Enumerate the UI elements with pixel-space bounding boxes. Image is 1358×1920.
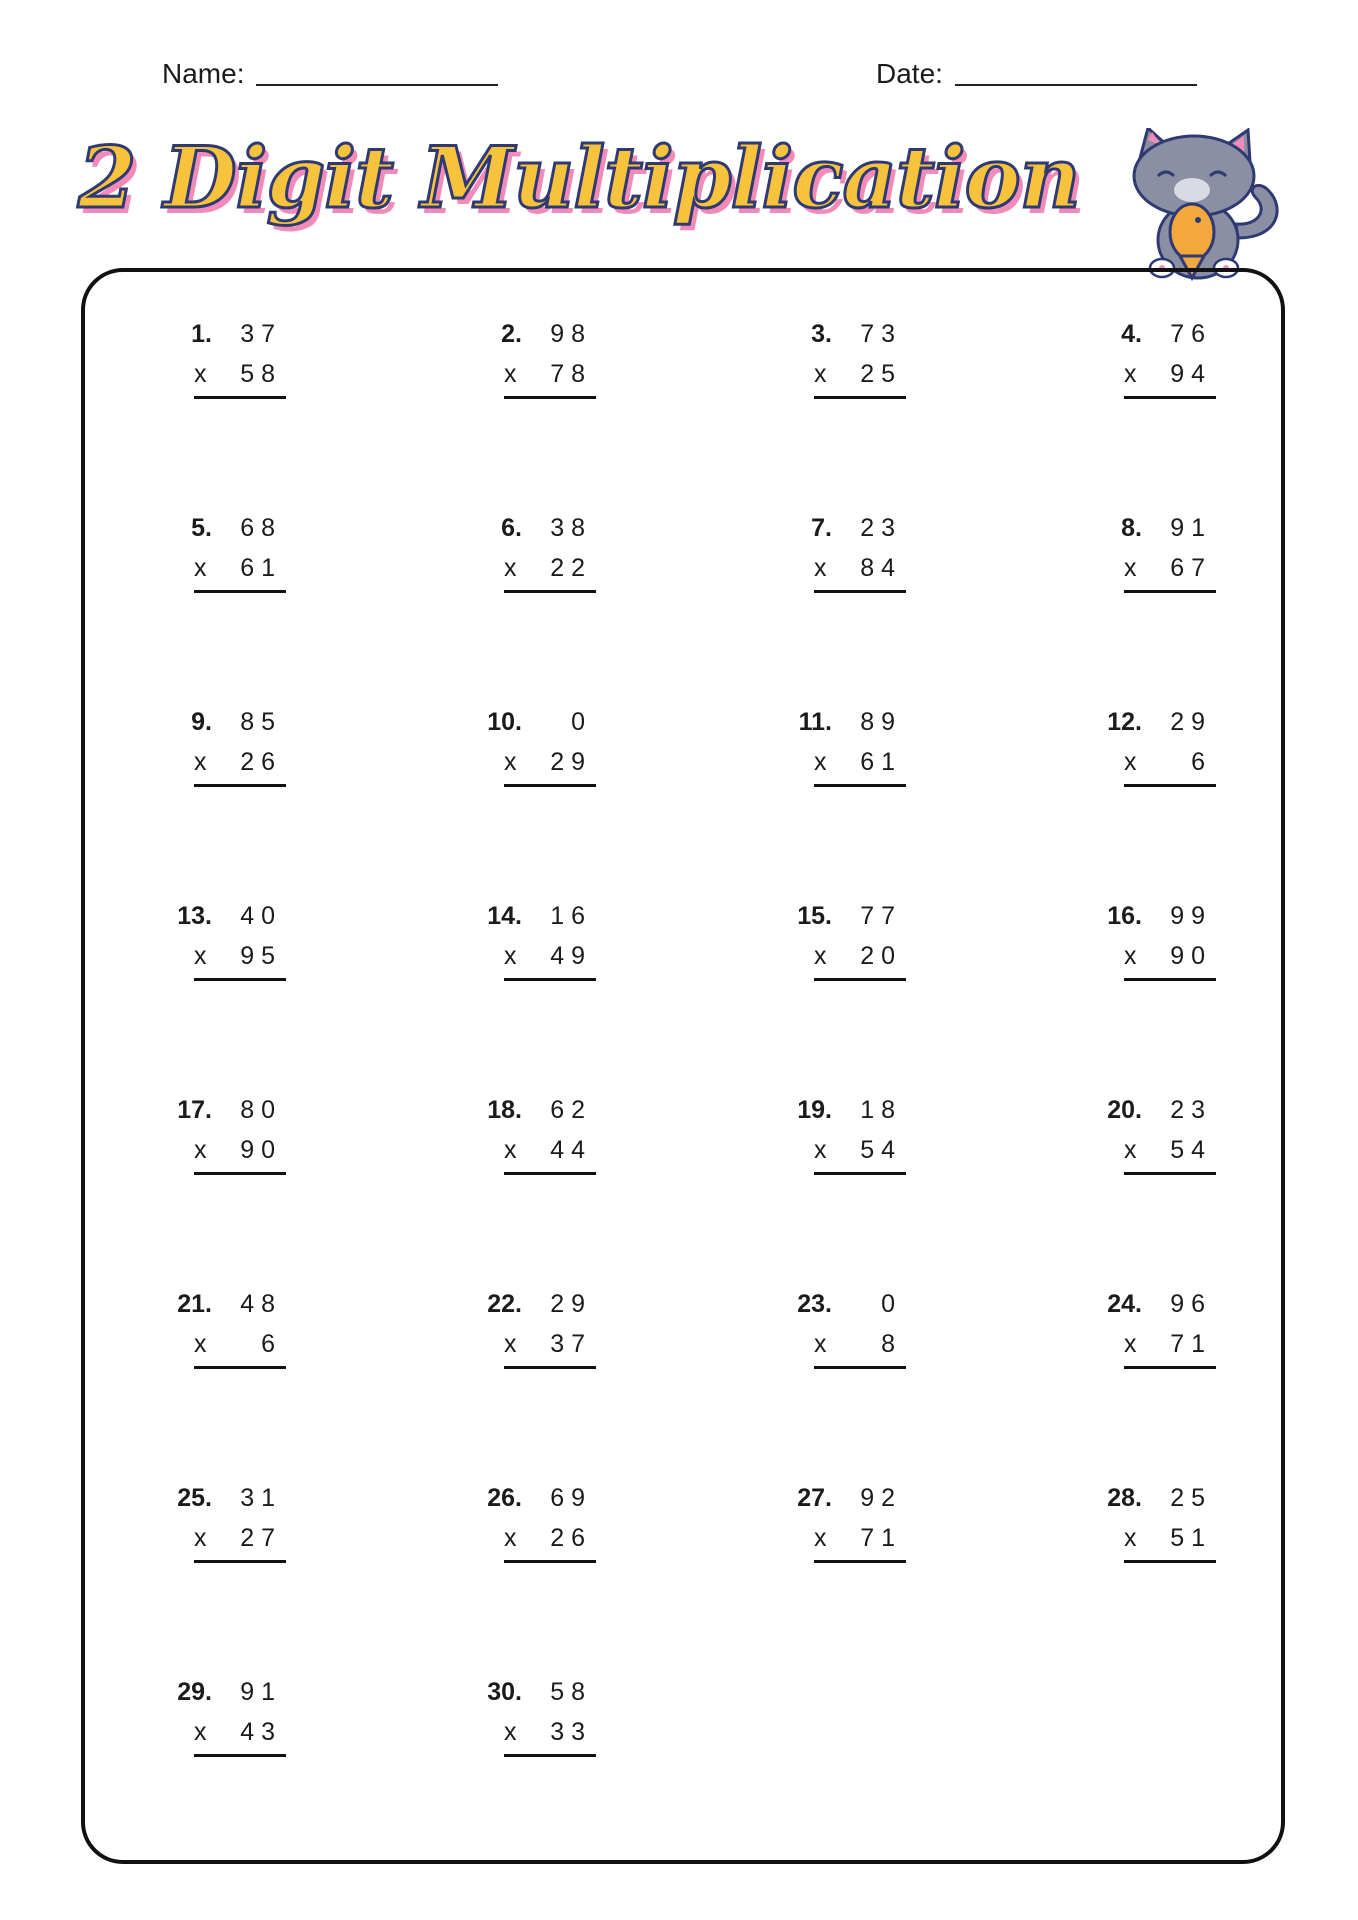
multiply-operator: x	[814, 942, 827, 970]
first-factor: 23	[1170, 1096, 1212, 1124]
answer-line	[814, 590, 906, 593]
problem-number: 30.	[487, 1678, 522, 1706]
problems-frame	[81, 268, 1285, 1864]
answer-line	[504, 590, 596, 593]
answer-line	[194, 784, 286, 787]
problem-28	[982, 1484, 1212, 1594]
multiply-operator: x	[504, 942, 517, 970]
first-factor: 0	[571, 708, 592, 736]
multiply-operator: x	[504, 554, 517, 582]
problem-4	[982, 320, 1212, 430]
second-factor: 90	[1170, 942, 1212, 970]
first-factor: 85	[240, 708, 282, 736]
answer-line	[814, 1172, 906, 1175]
first-factor: 76	[1170, 320, 1212, 348]
multiply-operator: x	[194, 748, 207, 776]
problem-1	[52, 320, 282, 430]
multiply-operator: x	[504, 1524, 517, 1552]
multiply-operator: x	[1124, 1330, 1137, 1358]
problem-9	[52, 708, 282, 818]
problem-number: 9.	[191, 708, 212, 736]
problem-number: 28.	[1107, 1484, 1142, 1512]
problem-number: 10.	[487, 708, 522, 736]
cat-mascot-icon	[1118, 128, 1290, 288]
problem-14	[362, 902, 592, 1012]
answer-line	[194, 1754, 286, 1757]
second-factor: 6	[261, 1330, 282, 1358]
problem-5	[52, 514, 282, 624]
multiply-operator: x	[504, 1330, 517, 1358]
problem-2	[362, 320, 592, 430]
problem-number: 19.	[797, 1096, 832, 1124]
multiply-operator: x	[814, 360, 827, 388]
problem-11	[672, 708, 902, 818]
first-factor: 29	[1170, 708, 1212, 736]
second-factor: 49	[550, 942, 592, 970]
multiply-operator: x	[814, 1136, 827, 1164]
answer-line	[504, 396, 596, 399]
second-factor: 44	[550, 1136, 592, 1164]
answer-line	[1124, 784, 1216, 787]
answer-line	[1124, 396, 1216, 399]
multiply-operator: x	[1124, 1524, 1137, 1552]
multiply-operator: x	[504, 1136, 517, 1164]
problem-19	[672, 1096, 902, 1206]
second-factor: 90	[240, 1136, 282, 1164]
answer-line	[814, 1560, 906, 1563]
multiply-operator: x	[194, 942, 207, 970]
multiply-operator: x	[1124, 1136, 1137, 1164]
date-field	[876, 58, 1197, 90]
multiply-operator: x	[194, 1718, 207, 1746]
first-factor: 77	[860, 902, 902, 930]
name-field	[162, 58, 498, 90]
second-factor: 20	[860, 942, 902, 970]
multiply-operator: x	[1124, 360, 1137, 388]
problem-number: 29.	[177, 1678, 212, 1706]
problem-number: 5.	[191, 514, 212, 542]
first-factor: 18	[860, 1096, 902, 1124]
problem-number: 22.	[487, 1290, 522, 1318]
answer-line	[504, 1172, 596, 1175]
second-factor: 25	[860, 360, 902, 388]
answer-line	[814, 784, 906, 787]
first-factor: 91	[1170, 514, 1212, 542]
problem-number: 6.	[501, 514, 522, 542]
first-factor: 96	[1170, 1290, 1212, 1318]
second-factor: 51	[1170, 1524, 1212, 1552]
date-blank-line	[955, 84, 1197, 86]
problem-number: 4.	[1121, 320, 1142, 348]
problem-number: 2.	[501, 320, 522, 348]
first-factor: 99	[1170, 902, 1212, 930]
problem-number: 23.	[797, 1290, 832, 1318]
multiply-operator: x	[504, 1718, 517, 1746]
second-factor: 71	[860, 1524, 902, 1552]
first-factor: 31	[240, 1484, 282, 1512]
multiply-operator: x	[194, 1524, 207, 1552]
problem-22	[362, 1290, 592, 1400]
answer-line	[814, 1366, 906, 1369]
first-factor: 89	[860, 708, 902, 736]
answer-line	[504, 978, 596, 981]
second-factor: 61	[240, 554, 282, 582]
second-factor: 61	[860, 748, 902, 776]
problem-30	[362, 1678, 592, 1788]
first-factor: 73	[860, 320, 902, 348]
answer-line	[194, 1172, 286, 1175]
multiply-operator: x	[1124, 748, 1137, 776]
second-factor: 22	[550, 554, 592, 582]
problem-3	[672, 320, 902, 430]
first-factor: 80	[240, 1096, 282, 1124]
answer-line	[814, 978, 906, 981]
first-factor: 38	[550, 514, 592, 542]
multiply-operator: x	[504, 360, 517, 388]
problem-number: 15.	[797, 902, 832, 930]
problem-6	[362, 514, 592, 624]
multiply-operator: x	[194, 1136, 207, 1164]
first-factor: 0	[881, 1290, 902, 1318]
problem-25	[52, 1484, 282, 1594]
answer-line	[194, 396, 286, 399]
answer-line	[504, 1754, 596, 1757]
problem-17	[52, 1096, 282, 1206]
problem-number: 18.	[487, 1096, 522, 1124]
first-factor: 92	[860, 1484, 902, 1512]
second-factor: 54	[1170, 1136, 1212, 1164]
answer-line	[1124, 1366, 1216, 1369]
first-factor: 37	[240, 320, 282, 348]
first-factor: 48	[240, 1290, 282, 1318]
second-factor: 37	[550, 1330, 592, 1358]
problem-10	[362, 708, 592, 818]
problem-12	[982, 708, 1212, 818]
answer-line	[1124, 978, 1216, 981]
multiply-operator: x	[814, 554, 827, 582]
problem-number: 3.	[811, 320, 832, 348]
second-factor: 71	[1170, 1330, 1212, 1358]
second-factor: 26	[550, 1524, 592, 1552]
first-factor: 25	[1170, 1484, 1212, 1512]
problem-26	[362, 1484, 592, 1594]
first-factor: 16	[550, 902, 592, 930]
second-factor: 94	[1170, 360, 1212, 388]
answer-line	[1124, 1560, 1216, 1563]
first-factor: 69	[550, 1484, 592, 1512]
problem-number: 1.	[191, 320, 212, 348]
second-factor: 67	[1170, 554, 1212, 582]
problem-8	[982, 514, 1212, 624]
second-factor: 6	[1191, 748, 1212, 776]
answer-line	[504, 1560, 596, 1563]
answer-line	[504, 1366, 596, 1369]
problem-20	[982, 1096, 1212, 1206]
multiply-operator: x	[1124, 942, 1137, 970]
multiply-operator: x	[1124, 554, 1137, 582]
problem-number: 26.	[487, 1484, 522, 1512]
multiply-operator: x	[194, 554, 207, 582]
multiply-operator: x	[814, 1524, 827, 1552]
first-factor: 29	[550, 1290, 592, 1318]
first-factor: 23	[860, 514, 902, 542]
first-factor: 91	[240, 1678, 282, 1706]
multiply-operator: x	[194, 1330, 207, 1358]
answer-line	[194, 1560, 286, 1563]
problem-number: 7.	[811, 514, 832, 542]
second-factor: 43	[240, 1718, 282, 1746]
multiply-operator: x	[194, 360, 207, 388]
second-factor: 84	[860, 554, 902, 582]
second-factor: 27	[240, 1524, 282, 1552]
first-factor: 98	[550, 320, 592, 348]
problem-7	[672, 514, 902, 624]
problem-21	[52, 1290, 282, 1400]
answer-line	[194, 1366, 286, 1369]
first-factor: 40	[240, 902, 282, 930]
answer-line	[814, 396, 906, 399]
problem-24	[982, 1290, 1212, 1400]
second-factor: 29	[550, 748, 592, 776]
problem-23	[672, 1290, 902, 1400]
problem-number: 8.	[1121, 514, 1142, 542]
problem-number: 27.	[797, 1484, 832, 1512]
problem-number: 24.	[1107, 1290, 1142, 1318]
multiply-operator: x	[504, 748, 517, 776]
answer-line	[194, 590, 286, 593]
answer-line	[504, 784, 596, 787]
second-factor: 33	[550, 1718, 592, 1746]
answer-line	[1124, 590, 1216, 593]
problem-number: 17.	[177, 1096, 212, 1124]
problem-number: 14.	[487, 902, 522, 930]
problem-27	[672, 1484, 902, 1594]
date-label: Date:	[876, 58, 943, 89]
answer-line	[194, 978, 286, 981]
problem-number: 21.	[177, 1290, 212, 1318]
multiply-operator: x	[814, 748, 827, 776]
problem-number: 16.	[1107, 902, 1142, 930]
second-factor: 95	[240, 942, 282, 970]
problem-number: 13.	[177, 902, 212, 930]
answer-line	[1124, 1172, 1216, 1175]
multiply-operator: x	[814, 1330, 827, 1358]
second-factor: 54	[860, 1136, 902, 1164]
problem-number: 12.	[1107, 708, 1142, 736]
problem-number: 20.	[1107, 1096, 1142, 1124]
second-factor: 26	[240, 748, 282, 776]
name-blank-line	[256, 84, 498, 86]
second-factor: 58	[240, 360, 282, 388]
second-factor: 8	[881, 1330, 902, 1358]
problem-18	[362, 1096, 592, 1206]
problem-number: 11.	[798, 708, 832, 736]
problem-29	[52, 1678, 282, 1788]
problem-13	[52, 902, 282, 1012]
worksheet-title: 2 Digit Multiplication	[78, 128, 1080, 227]
first-factor: 68	[240, 514, 282, 542]
second-factor: 78	[550, 360, 592, 388]
name-label: Name:	[162, 58, 245, 89]
problem-15	[672, 902, 902, 1012]
first-factor: 58	[550, 1678, 592, 1706]
problem-number: 25.	[177, 1484, 212, 1512]
first-factor: 62	[550, 1096, 592, 1124]
problem-16	[982, 902, 1212, 1012]
